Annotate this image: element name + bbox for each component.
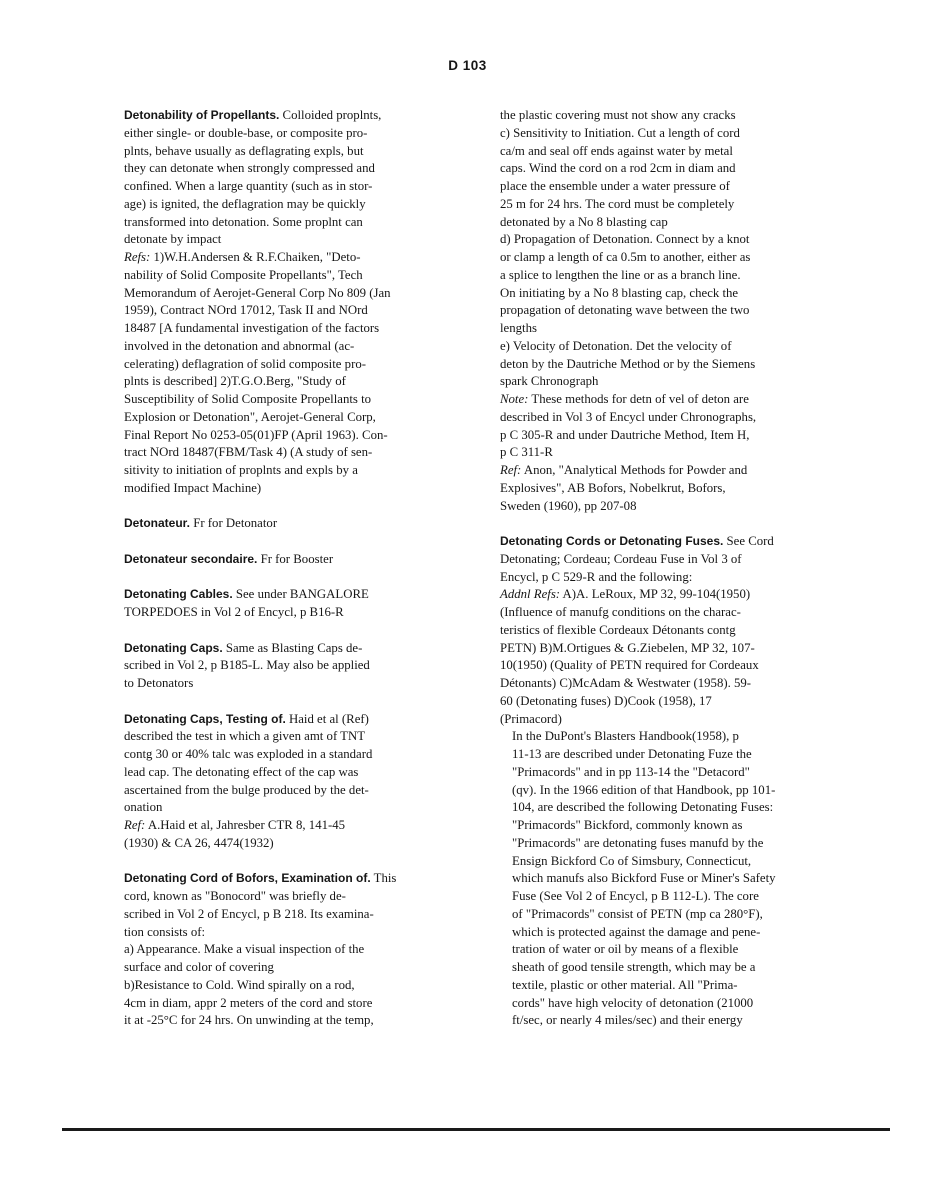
text-line bbox=[512, 906, 834, 924]
text-line bbox=[124, 870, 456, 888]
text-line bbox=[124, 977, 456, 995]
text-line bbox=[500, 657, 834, 675]
line-text: it at -25°C for 24 hrs. On unwinding at the temp, bbox=[124, 1013, 374, 1028]
line-text: (1930) & CA 26, 4474(1932) bbox=[124, 835, 274, 850]
line-text: to Detonators bbox=[124, 676, 194, 690]
text-line bbox=[500, 551, 834, 569]
line-text: "Primacords" are detonating fuses manufd by the bbox=[512, 835, 764, 850]
paragraph bbox=[124, 640, 456, 693]
text-line bbox=[124, 640, 456, 658]
line-text: Détonants) C)McAdam & Westwater (1958). 59- bbox=[500, 676, 752, 690]
line-text: plnts, behave usually as deflagrating expls, but bbox=[124, 143, 364, 158]
entry-heading: Detonating Cables. bbox=[124, 587, 233, 602]
line-text: "Primacords" and in pp 113-14 the "Detacord" bbox=[512, 764, 750, 779]
line-text: 11-13 are described under Detonating Fuze the bbox=[512, 747, 752, 761]
entry bbox=[500, 533, 834, 1030]
text-line bbox=[124, 444, 456, 462]
line-text: a splice to lengthen the line or as a branch line. bbox=[500, 267, 741, 282]
reference-block bbox=[500, 462, 834, 515]
line-text: A.Haid et al, Jahresber CTR 8, 141-45 bbox=[145, 818, 346, 832]
line-text: ca/m and seal off ends against water by metal bbox=[500, 143, 733, 158]
text-line bbox=[500, 143, 834, 161]
paragraph bbox=[124, 107, 456, 249]
text-line bbox=[500, 640, 834, 658]
text-line bbox=[124, 178, 456, 196]
line-text: Fr for Booster bbox=[257, 551, 334, 566]
text-line bbox=[124, 160, 456, 178]
line-text: 1)W.H.Andersen & R.F.Chaiken, "Deto- bbox=[150, 250, 361, 264]
line-text: teristics of flexible Cordeaux Détonants contg bbox=[500, 622, 736, 637]
text-line bbox=[124, 764, 456, 782]
line-text: tion consists of: bbox=[124, 924, 206, 939]
line-text: celerating) deflagration of solid composite pro- bbox=[124, 356, 366, 371]
text-line bbox=[124, 231, 456, 249]
text-line bbox=[124, 338, 456, 356]
refs-label: Refs: bbox=[124, 250, 151, 264]
line-text: spark Chronograph bbox=[500, 374, 599, 389]
line-text: Susceptibility of Solid Composite Propellants to bbox=[124, 392, 372, 406]
text-line bbox=[500, 231, 834, 249]
line-text: p C 305-R and under Dautriche Method, Item H, bbox=[500, 427, 750, 442]
text-line bbox=[124, 143, 456, 161]
line-text: cords" have high velocity of detonation (21000 bbox=[512, 995, 754, 1010]
line-text: See Cord bbox=[723, 534, 774, 548]
line-text: propagation of detonating wave between the two bbox=[500, 303, 750, 318]
line-text: scribed in Vol 2, p B185-L. May also be applied bbox=[124, 658, 370, 673]
line-text: Explosives", AB Bofors, Nobelkrut, Bofors, bbox=[500, 480, 726, 495]
line-text: Haid et al (Ref) bbox=[285, 711, 369, 726]
line-text: lead cap. The detonating effect of the cap was bbox=[124, 764, 359, 779]
paragraph bbox=[500, 107, 834, 391]
text-line bbox=[124, 817, 456, 835]
line-text: 18487 [A fundamental investigation of the factors bbox=[124, 321, 380, 335]
entry-heading: Detonating Caps. bbox=[124, 640, 223, 655]
line-text: involved in the detonation and abnormal (ac- bbox=[124, 338, 355, 353]
line-text: tration of water or oil by means of a flexible bbox=[512, 942, 739, 957]
line-text: textile, plastic or other material. All "Prima- bbox=[512, 977, 738, 992]
text-line bbox=[500, 338, 834, 356]
text-line bbox=[512, 959, 834, 977]
paragraph bbox=[124, 711, 456, 818]
line-text: described in Vol 3 of Encycl under Chronographs, bbox=[500, 409, 757, 424]
text-line bbox=[124, 214, 456, 232]
line-text: caps. Wind the cord on a rod 2cm in diam and bbox=[500, 161, 736, 176]
text-line bbox=[124, 285, 456, 303]
reference-block bbox=[500, 586, 834, 728]
text-line bbox=[500, 178, 834, 196]
paragraph bbox=[124, 586, 456, 622]
text-line bbox=[500, 107, 834, 125]
reference-block bbox=[124, 249, 456, 498]
refs-label: Ref: bbox=[500, 463, 522, 477]
text-line bbox=[512, 799, 834, 817]
text-line bbox=[512, 782, 834, 800]
page-number: D 103 bbox=[448, 58, 487, 73]
text-line bbox=[500, 498, 834, 516]
refs-label: Note: bbox=[500, 392, 529, 406]
line-text: Fr for Detonator bbox=[190, 516, 278, 531]
left-column bbox=[124, 107, 456, 1048]
text-line bbox=[124, 462, 456, 480]
entry bbox=[124, 515, 456, 533]
text-line bbox=[512, 870, 834, 888]
text-line bbox=[124, 1012, 456, 1030]
text-line bbox=[124, 941, 456, 959]
text-line bbox=[500, 285, 834, 303]
line-text: ascertained from the bulge produced by the det- bbox=[124, 782, 369, 797]
text-line bbox=[500, 444, 834, 462]
text-line bbox=[500, 373, 834, 391]
line-text: tract NOrd 18487(FBM/Task 4) (A study of sen- bbox=[124, 445, 373, 460]
text-line bbox=[512, 1012, 834, 1030]
text-line bbox=[500, 480, 834, 498]
line-text: or clamp a length of ca 0.5m to another, either as bbox=[500, 250, 751, 264]
line-text: scribed in Vol 2 of Encycl, p B 218. Its examina- bbox=[124, 906, 374, 921]
line-text: nability of Solid Composite Propellants", Tech bbox=[124, 267, 363, 282]
line-text: lengths bbox=[500, 321, 537, 335]
line-text: detonate by impact bbox=[124, 232, 222, 247]
line-text: b)Resistance to Cold. Wind spirally on a rod, bbox=[124, 977, 355, 992]
text-line bbox=[124, 320, 456, 338]
line-text: PETN) B)M.Ortigues & G.Ziebelen, MP 32, 107- bbox=[500, 640, 755, 655]
entry-heading: Detonating Caps, Testing of. bbox=[124, 711, 286, 726]
text-line bbox=[500, 711, 834, 729]
text-line bbox=[124, 835, 456, 853]
line-text: modified Impact Machine) bbox=[124, 480, 262, 495]
line-text: sitivity to initiation of proplnts and expls by a bbox=[124, 463, 358, 477]
line-text: Explosion or Detonation", Aerojet-General Corp, bbox=[124, 409, 376, 424]
text-line bbox=[512, 728, 834, 746]
text-line bbox=[500, 125, 834, 143]
text-line bbox=[124, 888, 456, 906]
entry bbox=[124, 711, 456, 853]
text-line bbox=[124, 373, 456, 391]
text-line bbox=[500, 409, 834, 427]
line-text: detonated by a No 8 blasting cap bbox=[500, 214, 668, 229]
text-line bbox=[500, 693, 834, 711]
text-line bbox=[512, 764, 834, 782]
line-text: which is protected against the damage and pene- bbox=[512, 924, 761, 939]
text-line bbox=[124, 906, 456, 924]
text-line bbox=[500, 160, 834, 178]
line-text: Final Report No 0253-05(01)FP (April 1963). Con- bbox=[124, 427, 388, 442]
entry bbox=[124, 870, 456, 1030]
line-text: 1959), Contract NOrd 17012, Task II and NOrd bbox=[124, 303, 368, 318]
reference-block bbox=[500, 391, 834, 462]
refs-label: Ref: bbox=[124, 818, 146, 832]
line-text: In the DuPont's Blasters Handbook(1958), p bbox=[512, 729, 739, 744]
line-text: Detonating; Cordeau; Cordeau Fuse in Vol 3 of bbox=[500, 551, 742, 566]
entry-heading: Detonateur secondaire. bbox=[124, 551, 258, 566]
text-line bbox=[500, 427, 834, 445]
text-line bbox=[124, 711, 456, 729]
line-text: A)A. LeRoux, MP 32, 99-104(1950) bbox=[560, 587, 751, 602]
bottom-rule bbox=[62, 1128, 890, 1131]
line-text: 25 m for 24 hrs. The cord must be completely bbox=[500, 196, 735, 211]
text-line bbox=[124, 924, 456, 942]
text-line bbox=[512, 817, 834, 835]
line-text: of "Primacords" consist of PETN (mp ca 280°F), bbox=[512, 906, 763, 921]
text-line bbox=[124, 586, 456, 604]
line-text: cord, known as "Bonocord" was briefly de- bbox=[124, 889, 346, 903]
text-line bbox=[512, 746, 834, 764]
text-line bbox=[124, 728, 456, 746]
line-text: 104, are described the following Detonating Fuses: bbox=[512, 800, 774, 815]
entry bbox=[500, 107, 834, 515]
text-line bbox=[124, 959, 456, 977]
line-text: This bbox=[370, 871, 397, 886]
line-text: 10(1950) (Quality of PETN required for Cordeaux bbox=[500, 658, 759, 673]
entry bbox=[124, 551, 456, 569]
reference-block bbox=[124, 817, 456, 853]
line-text: onation bbox=[124, 800, 163, 815]
line-text: e) Velocity of Detonation. Det the velocity of bbox=[500, 338, 732, 353]
line-text: d) Propagation of Detonation. Connect by a knot bbox=[500, 232, 750, 247]
text-line bbox=[500, 320, 834, 338]
text-line bbox=[512, 924, 834, 942]
refs-label: Addnl Refs: bbox=[500, 587, 561, 602]
line-text: the plastic covering must not show any cracks bbox=[500, 108, 736, 122]
line-text: Sweden (1960), pp 207-08 bbox=[500, 498, 637, 513]
text-line bbox=[124, 196, 456, 214]
text-line bbox=[124, 657, 456, 675]
text-line bbox=[124, 427, 456, 445]
text-line bbox=[500, 249, 834, 267]
text-line bbox=[124, 356, 456, 374]
line-text: Fuse (See Vol 2 of Encycl, p B 112-L). The core bbox=[512, 889, 759, 903]
text-line bbox=[512, 853, 834, 871]
line-text: (qv). In the 1966 edition of that Handbook, pp 101- bbox=[512, 782, 776, 797]
entry bbox=[124, 640, 456, 693]
paragraph bbox=[124, 551, 456, 569]
line-text: "Primacords" Bickford, commonly known as bbox=[512, 818, 743, 832]
text-line bbox=[124, 125, 456, 143]
entry-heading: Detonating Cord of Bofors, Examination of. bbox=[124, 871, 371, 886]
line-text: Ensign Bickford Co of Simsbury, Connecticut, bbox=[512, 853, 752, 868]
text-line bbox=[500, 391, 834, 409]
text-line bbox=[124, 799, 456, 817]
entry bbox=[124, 107, 456, 498]
line-text: surface and color of covering bbox=[124, 960, 274, 974]
line-text: Same as Blasting Caps de- bbox=[222, 640, 363, 655]
line-text: deton by the Dautriche Method or by the Siemens bbox=[500, 356, 756, 371]
text-line bbox=[124, 391, 456, 409]
line-text: p C 311-R bbox=[500, 445, 553, 460]
text-line bbox=[124, 267, 456, 285]
line-text: which manufs also Bickford Fuse or Miner's Safety bbox=[512, 871, 776, 886]
line-text: On initiating by a No 8 blasting cap, check the bbox=[500, 285, 739, 300]
paragraph bbox=[500, 728, 834, 1030]
paragraph bbox=[124, 515, 456, 533]
line-text: sheath of good tensile strength, which may be a bbox=[512, 960, 756, 974]
text-line bbox=[500, 302, 834, 320]
paragraph bbox=[500, 533, 834, 586]
line-text: c) Sensitivity to Initiation. Cut a length of cord bbox=[500, 125, 740, 140]
entry-heading: Detonating Cords or Detonating Fuses. bbox=[500, 534, 724, 548]
line-text: age) is ignited, the deflagration may be quickly bbox=[124, 196, 366, 211]
line-text: contg 30 or 40% talc was exploded in a standard bbox=[124, 747, 373, 761]
paragraph bbox=[124, 870, 456, 1030]
text-line bbox=[124, 302, 456, 320]
line-text: TORPEDOES in Vol 2 of Encycl, p B16-R bbox=[124, 605, 344, 619]
text-line bbox=[124, 675, 456, 693]
line-text: Colloided proplnts, bbox=[279, 108, 382, 122]
text-line bbox=[500, 356, 834, 374]
text-line bbox=[500, 267, 834, 285]
line-text: a) Appearance. Make a visual inspection of the bbox=[124, 942, 365, 957]
line-text: Encycl, p C 529-R and the following: bbox=[500, 569, 693, 584]
line-text: See under BANGALORE bbox=[232, 587, 369, 602]
line-text: described the test in which a given amt of TNT bbox=[124, 729, 366, 744]
line-text: they can detonate when strongly compressed and bbox=[124, 161, 375, 176]
text-line bbox=[500, 462, 834, 480]
line-text: 60 (Detonating fuses) D)Cook (1958), 17 bbox=[500, 693, 712, 708]
text-line bbox=[500, 214, 834, 232]
text-line bbox=[124, 249, 456, 267]
entry-heading: Detonability of Propellants. bbox=[124, 108, 280, 122]
line-text: (Influence of manufg conditions on the charac- bbox=[500, 605, 741, 619]
line-text: Anon, "Analytical Methods for Powder and bbox=[521, 463, 748, 477]
text-line bbox=[500, 196, 834, 214]
line-text: transformed into detonation. Some proplnt can bbox=[124, 214, 363, 229]
text-line bbox=[124, 480, 456, 498]
line-text: place the ensemble under a water pressure of bbox=[500, 179, 730, 193]
text-line bbox=[124, 782, 456, 800]
line-text: plnts is described] 2)T.G.O.Berg, "Study of bbox=[124, 374, 346, 389]
text-line bbox=[500, 675, 834, 693]
text-line bbox=[512, 995, 834, 1013]
text-line bbox=[512, 977, 834, 995]
text-line bbox=[500, 604, 834, 622]
line-text: (Primacord) bbox=[500, 711, 562, 726]
text-line bbox=[124, 409, 456, 427]
entry-heading: Detonateur. bbox=[124, 516, 191, 531]
text-line bbox=[500, 586, 834, 604]
text-line bbox=[500, 622, 834, 640]
text-line bbox=[124, 515, 456, 533]
entry bbox=[124, 586, 456, 622]
right-column bbox=[500, 107, 834, 1048]
line-text: 4cm in diam, appr 2 meters of the cord and store bbox=[124, 995, 373, 1010]
text-line bbox=[500, 533, 834, 551]
text-line bbox=[512, 888, 834, 906]
text-line bbox=[124, 746, 456, 764]
line-text: These methods for detn of vel of deton are bbox=[528, 392, 749, 406]
text-line bbox=[500, 569, 834, 587]
text-line bbox=[124, 551, 456, 569]
text-line bbox=[124, 995, 456, 1013]
text-line bbox=[124, 604, 456, 622]
line-text: either single- or double-base, or composite pro- bbox=[124, 125, 368, 140]
text-line bbox=[124, 107, 456, 125]
text-line bbox=[512, 835, 834, 853]
text-line bbox=[512, 941, 834, 959]
line-text: ft/sec, or nearly 4 miles/sec) and their energy bbox=[512, 1013, 743, 1028]
line-text: confined. When a large quantity (such as in stor- bbox=[124, 179, 373, 193]
line-text: Memorandum of Aerojet-General Corp No 809 (Jan bbox=[124, 285, 391, 300]
